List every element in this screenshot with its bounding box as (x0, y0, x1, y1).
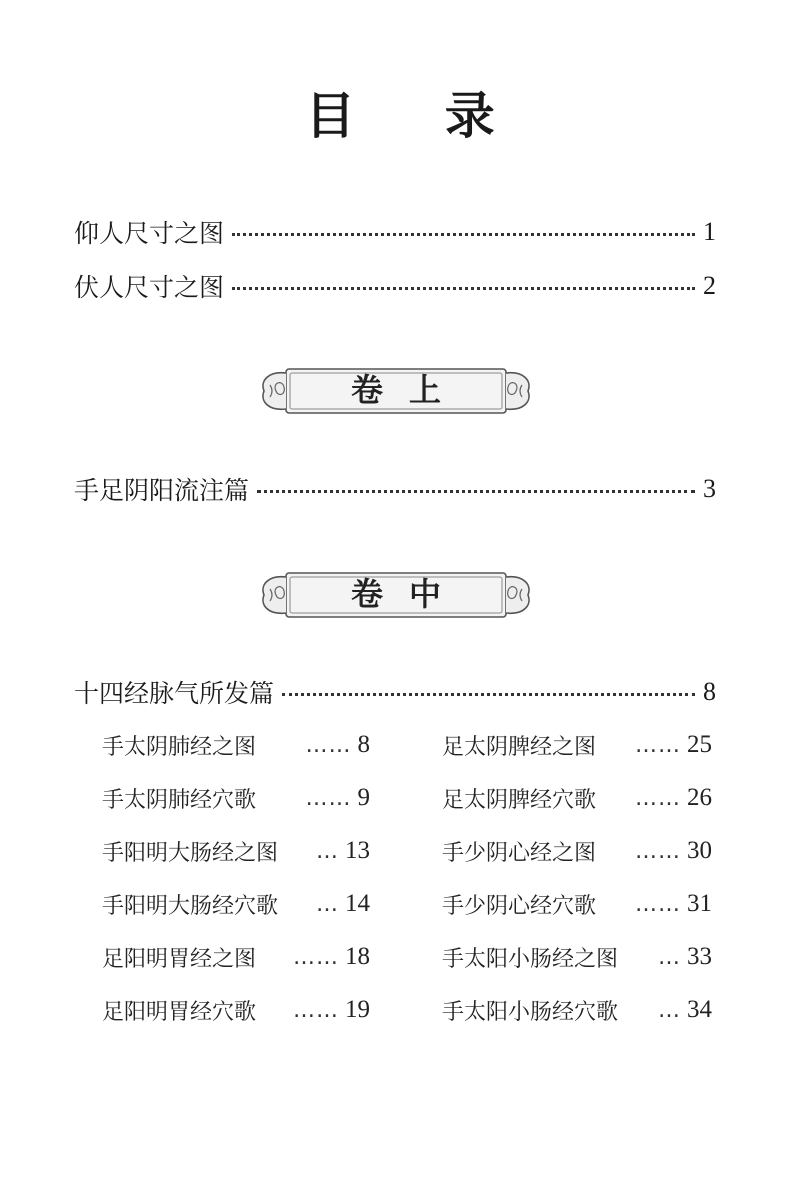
sub-entry-page: 8 (357, 731, 370, 758)
sub-entry-label: 手太阳小肠经之图 (442, 946, 619, 972)
volume-upper-title: 卷上 (350, 371, 467, 409)
sub-entry-page: 9 (357, 784, 370, 811)
sub-entry[interactable] (102, 887, 370, 921)
dot-leader: …… (635, 732, 681, 758)
dot-leader: … (658, 997, 681, 1023)
sub-entry-page: 25 (687, 731, 712, 758)
dot-leader: …… (635, 785, 681, 811)
toc-entry-label: 伏人尺寸之图 (74, 273, 225, 302)
sub-entry-label: 手少阴心经之图 (442, 840, 597, 866)
toc-entry-label: 十四经脉气所发篇 (74, 679, 275, 708)
sub-entry[interactable] (102, 834, 370, 868)
page-title: 目 录 (305, 87, 531, 145)
toc-entry-page: 1 (703, 217, 716, 246)
sub-entry[interactable] (102, 940, 370, 974)
sub-entry[interactable] (442, 781, 712, 815)
sub-entry-page: 13 (345, 837, 370, 864)
sub-entry[interactable] (102, 781, 370, 815)
sub-entry[interactable] (102, 728, 370, 762)
sub-entry-page: 19 (345, 996, 370, 1023)
toc-entry[interactable] (74, 674, 716, 710)
dot-leader: …… (293, 944, 339, 970)
dot-leader (232, 233, 695, 236)
sub-entry-label: 手太阴肺经穴歌 (102, 787, 257, 813)
toc-entry-page: 2 (703, 271, 716, 300)
sub-entry-page: 31 (687, 890, 712, 917)
dot-leader: …… (305, 785, 352, 811)
toc-entry[interactable] (74, 214, 716, 250)
toc-entry[interactable] (74, 471, 716, 507)
sub-entry-label: 手阳明大肠经穴歌 (102, 893, 279, 919)
sub-entry-page: 18 (345, 943, 370, 970)
toc-entry-label: 仰人尺寸之图 (74, 219, 225, 248)
volume-middle-banner (256, 569, 536, 621)
volume-upper-banner (256, 365, 536, 417)
sub-entry-label: 手阳明大肠经之图 (102, 840, 279, 866)
toc-entry[interactable] (74, 268, 716, 304)
sub-entry[interactable] (442, 993, 712, 1027)
sub-entry[interactable] (442, 887, 712, 921)
sub-entry-page: 33 (687, 943, 712, 970)
toc-entry-page: 8 (703, 677, 716, 706)
toc-entry-label: 手足阴阳流注篇 (74, 476, 250, 505)
sub-entry[interactable] (442, 940, 712, 974)
toc-entry-page: 3 (703, 474, 716, 503)
sub-entry[interactable] (442, 728, 712, 762)
sub-entry-page: 14 (345, 890, 370, 917)
dot-leader: … (316, 891, 339, 917)
dot-leader: … (658, 944, 681, 970)
sub-entry-label: 足太阴脾经之图 (442, 734, 597, 760)
volume-middle-title: 卷中 (350, 575, 467, 613)
sub-entry[interactable] (102, 993, 370, 1027)
dot-leader: …… (635, 838, 681, 864)
dot-leader: …… (305, 732, 352, 758)
sub-entry-label: 手少阴心经穴歌 (442, 893, 597, 919)
dot-leader (282, 693, 695, 696)
sub-entry-page: 34 (687, 996, 712, 1023)
dot-leader: … (316, 838, 339, 864)
sub-entry-page: 26 (687, 784, 712, 811)
sub-entry-label: 手太阴肺经之图 (102, 734, 257, 760)
sub-entry-label: 足阳明胃经之图 (102, 946, 257, 972)
sub-entry-label: 足太阴脾经穴歌 (442, 787, 597, 813)
sub-entry[interactable] (442, 834, 712, 868)
dot-leader: …… (293, 997, 339, 1023)
dot-leader (257, 490, 695, 493)
sub-entry-label: 手太阳小肠经穴歌 (442, 999, 619, 1025)
sub-entry-label: 足阳明胃经穴歌 (102, 999, 257, 1025)
sub-entry-page: 30 (687, 837, 712, 864)
dot-leader: …… (635, 891, 681, 917)
dot-leader (232, 287, 695, 290)
